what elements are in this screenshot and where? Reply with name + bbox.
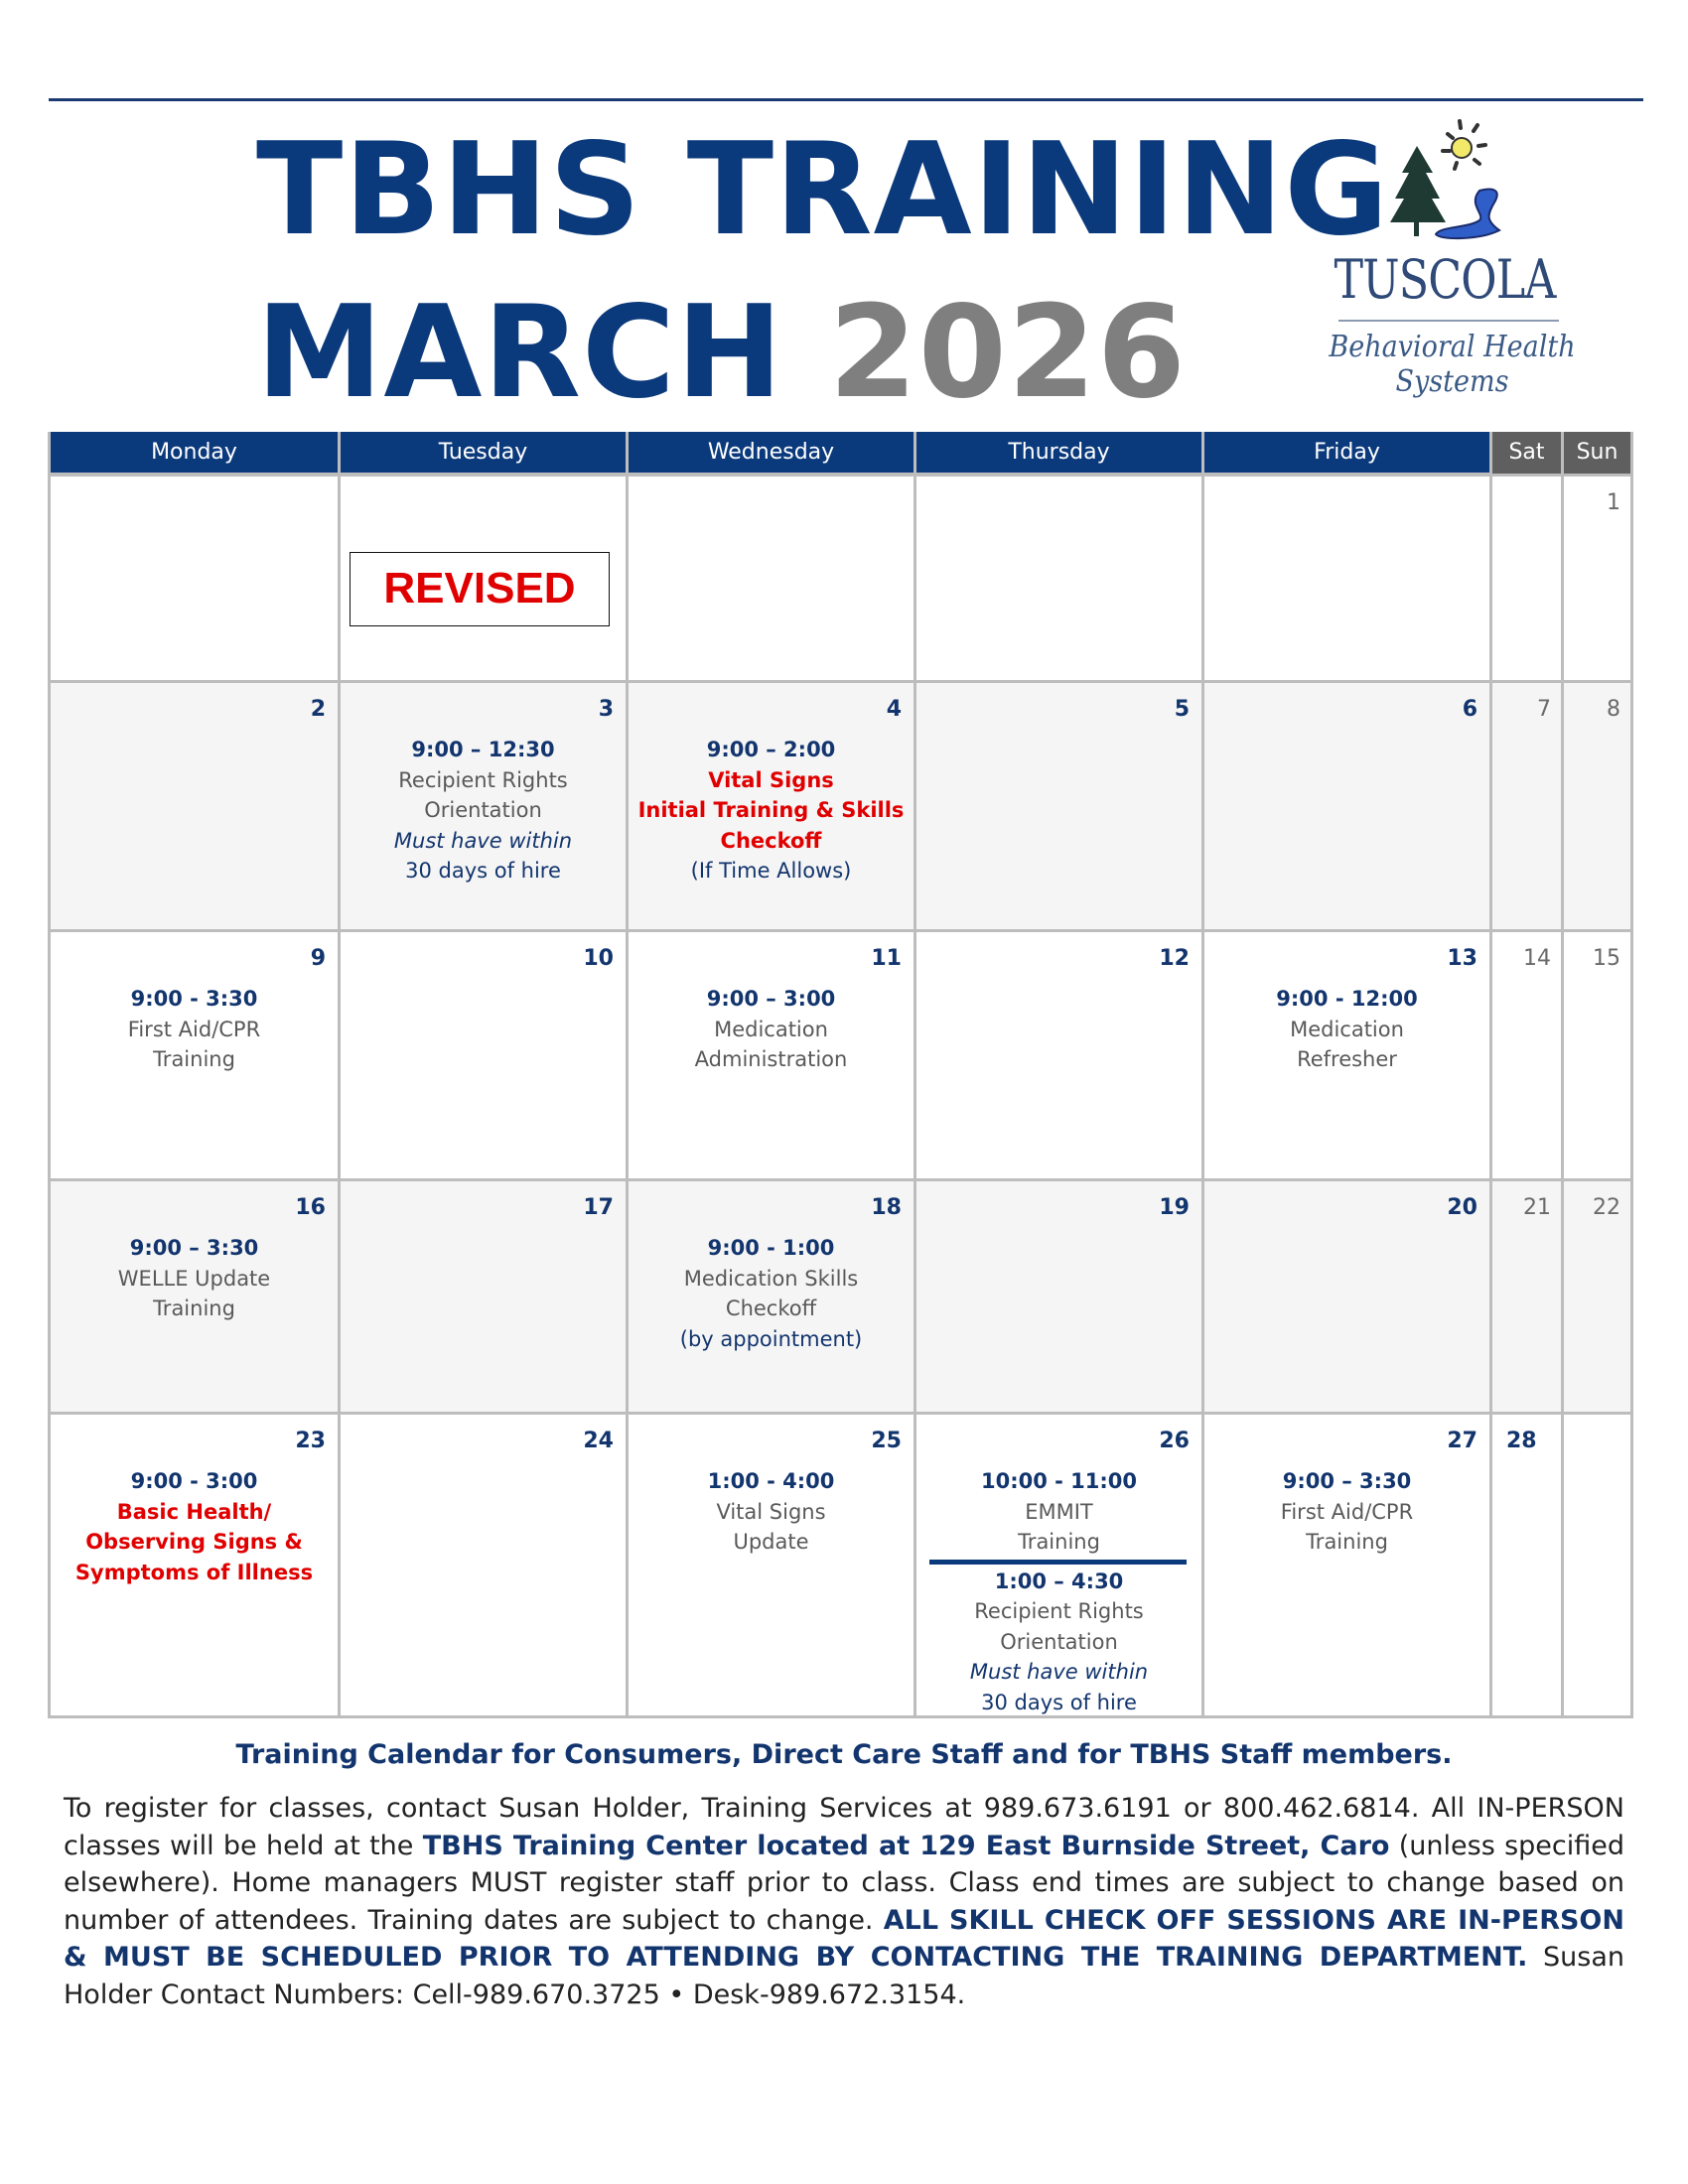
river-icon xyxy=(1436,190,1499,239)
event-title: Medication Skills xyxy=(683,1266,859,1291)
date-number: 6 xyxy=(1462,697,1477,722)
event-first-aid-cpr xyxy=(51,984,338,1075)
day-cell xyxy=(1489,932,1561,1178)
day-cell xyxy=(48,477,338,680)
date-number: 3 xyxy=(598,697,614,722)
event-title: Orientation xyxy=(424,798,542,822)
event-basic-health xyxy=(51,1466,338,1587)
date-number: 21 xyxy=(1523,1195,1551,1220)
event-title: Training xyxy=(153,1047,235,1071)
logo-name: TUSCOLA xyxy=(1334,248,1556,311)
event-title: Refresher xyxy=(1297,1047,1397,1071)
registration-info xyxy=(64,1790,1624,2013)
tuscola-logo xyxy=(1291,111,1599,399)
event-time: 9:00 - 3:00 xyxy=(130,1469,258,1493)
day-cell xyxy=(1201,477,1489,680)
day-cell xyxy=(1201,1181,1489,1412)
event-time: 9:00 – 2:00 xyxy=(706,738,836,761)
date-number: 12 xyxy=(1159,946,1190,971)
date-number: 14 xyxy=(1523,946,1551,971)
event-title: First Aid/CPR xyxy=(127,1017,261,1041)
event-time: 9:00 - 1:00 xyxy=(707,1236,835,1260)
date-number: 5 xyxy=(1174,697,1190,722)
day-cell xyxy=(914,1181,1201,1412)
event-medication-refresher xyxy=(1204,984,1489,1075)
day-cell xyxy=(1201,683,1489,929)
event-note: Must have within xyxy=(393,828,573,853)
title-month: MARCH xyxy=(256,279,784,427)
event-emmit-training xyxy=(916,1466,1201,1717)
day-cell xyxy=(1489,1415,1561,1715)
page-title xyxy=(256,116,1390,264)
day-cell xyxy=(1201,932,1489,1178)
day-cell xyxy=(914,1415,1201,1715)
header-saturday: Sat xyxy=(1489,432,1561,474)
event-note: 30 days of hire xyxy=(981,1690,1137,1714)
day-cell xyxy=(338,932,626,1178)
event-divider xyxy=(929,1560,1187,1565)
event-title: Basic Health/ xyxy=(116,1499,272,1524)
day-cell xyxy=(914,683,1201,929)
date-number: 22 xyxy=(1593,1195,1620,1220)
day-cell xyxy=(338,683,626,929)
page-title-month xyxy=(256,279,1187,427)
header-tuesday: Tuesday xyxy=(338,432,626,474)
day-cell xyxy=(626,932,914,1178)
day-cell xyxy=(1489,477,1561,680)
date-number: 24 xyxy=(583,1429,614,1453)
event-time: 9:00 – 3:30 xyxy=(129,1236,259,1260)
date-number: 11 xyxy=(871,946,902,971)
header-thursday: Thursday xyxy=(914,432,1201,474)
day-cell xyxy=(338,477,626,680)
event-title: Training xyxy=(153,1297,235,1320)
revised-stamp: REVISED xyxy=(350,552,610,626)
logo-graphic xyxy=(1291,111,1599,240)
day-cell xyxy=(1561,1415,1633,1715)
event-first-aid-cpr xyxy=(1204,1466,1489,1558)
skill-checkoff-notice: ALL SKILL CHECK OFF SESSIONS ARE IN-PERSON & MUST BE SCHEDULED PRIOR TO ATTENDING BY CONTACTING THE TRAINING DEPARTMENT. xyxy=(64,1904,1624,1973)
logo-divider xyxy=(1338,320,1559,322)
event-time: 9:00 – 3:00 xyxy=(706,987,836,1011)
date-number: 26 xyxy=(1159,1429,1190,1453)
day-cell xyxy=(1201,1415,1489,1715)
day-cell xyxy=(1489,683,1561,929)
calendar-week-4 xyxy=(48,1181,1633,1415)
event-title: Training xyxy=(1306,1530,1388,1554)
event-title: Update xyxy=(733,1530,809,1554)
event-note: (by appointment) xyxy=(679,1326,863,1351)
day-cell xyxy=(626,1415,914,1715)
date-number: 28 xyxy=(1506,1429,1537,1453)
event-title: Initial Training & Skills xyxy=(637,798,905,822)
training-location: TBHS Training Center located at 129 East Burnside Street, Caro xyxy=(422,1830,1390,1861)
date-number: 13 xyxy=(1447,946,1477,971)
event-title: EMMIT xyxy=(1025,1499,1093,1524)
event-title: Checkoff xyxy=(725,1297,817,1320)
day-cell xyxy=(1561,683,1633,929)
title-year: 2026 xyxy=(828,279,1187,427)
event-time: 9:00 – 12:30 xyxy=(411,738,555,761)
day-cell xyxy=(338,1181,626,1412)
day-cell xyxy=(914,477,1201,680)
info-text: To register for classes, contact Susan Holder, Training Services at 989.673.6191 or 800.462.6814. All IN-PERSON classes will be held at the xyxy=(64,1793,1624,1861)
event-title: Vital Signs xyxy=(716,1499,826,1524)
date-number: 1 xyxy=(1607,490,1620,515)
event-title: Vital Signs xyxy=(708,767,834,792)
sun-icon xyxy=(1443,121,1485,169)
day-cell xyxy=(914,932,1201,1178)
date-number: 16 xyxy=(295,1195,326,1220)
date-number: 20 xyxy=(1447,1195,1477,1220)
day-cell xyxy=(1561,1181,1633,1412)
day-cell xyxy=(338,1415,626,1715)
logo-tagline: Behavioral Health Systems xyxy=(1329,330,1576,399)
event-title: WELLE Update xyxy=(117,1266,271,1291)
event-title: Symptoms of Illness xyxy=(74,1560,314,1584)
event-title: Medication xyxy=(1290,1017,1404,1041)
event-title: First Aid/CPR xyxy=(1280,1499,1414,1524)
event-time: 1:00 – 4:30 xyxy=(994,1569,1124,1593)
title-line1: TBHS TRAINING xyxy=(256,116,1390,264)
calendar-week-5 xyxy=(48,1415,1633,1718)
date-number: 17 xyxy=(583,1195,614,1220)
day-cell xyxy=(48,683,338,929)
day-cell xyxy=(626,1181,914,1412)
event-medication-skills-checkoff xyxy=(629,1233,914,1354)
event-title: Recipient Rights xyxy=(398,767,568,792)
day-cell xyxy=(626,683,914,929)
event-time: 10:00 - 11:00 xyxy=(980,1469,1138,1493)
calendar-header-row xyxy=(48,432,1633,477)
date-number: 2 xyxy=(310,697,326,722)
day-cell xyxy=(48,932,338,1178)
date-number: 15 xyxy=(1593,946,1620,971)
header-sunday: Sun xyxy=(1561,432,1633,474)
date-number: 10 xyxy=(583,946,614,971)
event-title: Observing Signs & xyxy=(85,1530,303,1554)
event-time: 9:00 - 12:00 xyxy=(1276,987,1418,1011)
event-title: Training xyxy=(1018,1530,1100,1554)
day-cell xyxy=(1561,932,1633,1178)
day-cell xyxy=(1489,1181,1561,1412)
date-number: 9 xyxy=(310,946,326,971)
tree-icon xyxy=(1390,146,1446,236)
event-note: (If Time Allows) xyxy=(690,859,852,883)
event-time: 9:00 – 3:30 xyxy=(1282,1469,1412,1493)
event-medication-administration xyxy=(629,984,914,1075)
top-rule xyxy=(49,98,1643,101)
date-number: 7 xyxy=(1537,697,1551,722)
day-cell xyxy=(48,1415,338,1715)
event-title: Administration xyxy=(694,1047,848,1071)
event-time: 1:00 - 4:00 xyxy=(707,1469,835,1493)
info-text: (unless specified elsewhere). Home managers MUST register staff prior to class. Class end times are subject to change based on number of attendees. Training dates are subject to change. xyxy=(64,1830,1625,1936)
header-wednesday: Wednesday xyxy=(626,432,914,474)
day-cell xyxy=(1561,477,1633,680)
date-number: 8 xyxy=(1607,697,1620,722)
event-note: Must have within xyxy=(969,1660,1149,1684)
event-recipient-rights xyxy=(341,735,626,887)
event-vital-signs-update xyxy=(629,1466,914,1558)
date-number: 25 xyxy=(871,1429,902,1453)
event-title: Orientation xyxy=(1000,1629,1118,1654)
calendar-week-1 xyxy=(48,477,1633,683)
event-title: Recipient Rights xyxy=(974,1599,1144,1623)
event-welle-update xyxy=(51,1233,338,1324)
event-title: Checkoff xyxy=(720,828,822,853)
contact-numbers: Susan Holder Contact Numbers: Cell-989.670.3725 • Desk-989.672.3154. xyxy=(64,1942,1624,2010)
day-cell xyxy=(626,477,914,680)
header-monday: Monday xyxy=(48,432,338,474)
date-number: 19 xyxy=(1159,1195,1190,1220)
event-vital-signs-initial xyxy=(629,735,914,887)
header-friday: Friday xyxy=(1201,432,1489,474)
event-title: Medication xyxy=(714,1017,828,1041)
date-number: 27 xyxy=(1447,1429,1477,1453)
day-cell xyxy=(48,1181,338,1412)
date-number: 18 xyxy=(871,1195,902,1220)
date-number: 4 xyxy=(886,697,902,722)
calendar-subtitle: Training Calendar for Consumers, Direct Care Staff and for TBHS Staff members. xyxy=(235,1739,1453,1770)
training-calendar xyxy=(48,432,1633,1718)
event-time: 9:00 - 3:30 xyxy=(130,987,258,1011)
calendar-week-2 xyxy=(48,683,1633,932)
calendar-week-3 xyxy=(48,932,1633,1181)
date-number: 23 xyxy=(295,1429,326,1453)
event-note: 30 days of hire xyxy=(405,859,561,883)
